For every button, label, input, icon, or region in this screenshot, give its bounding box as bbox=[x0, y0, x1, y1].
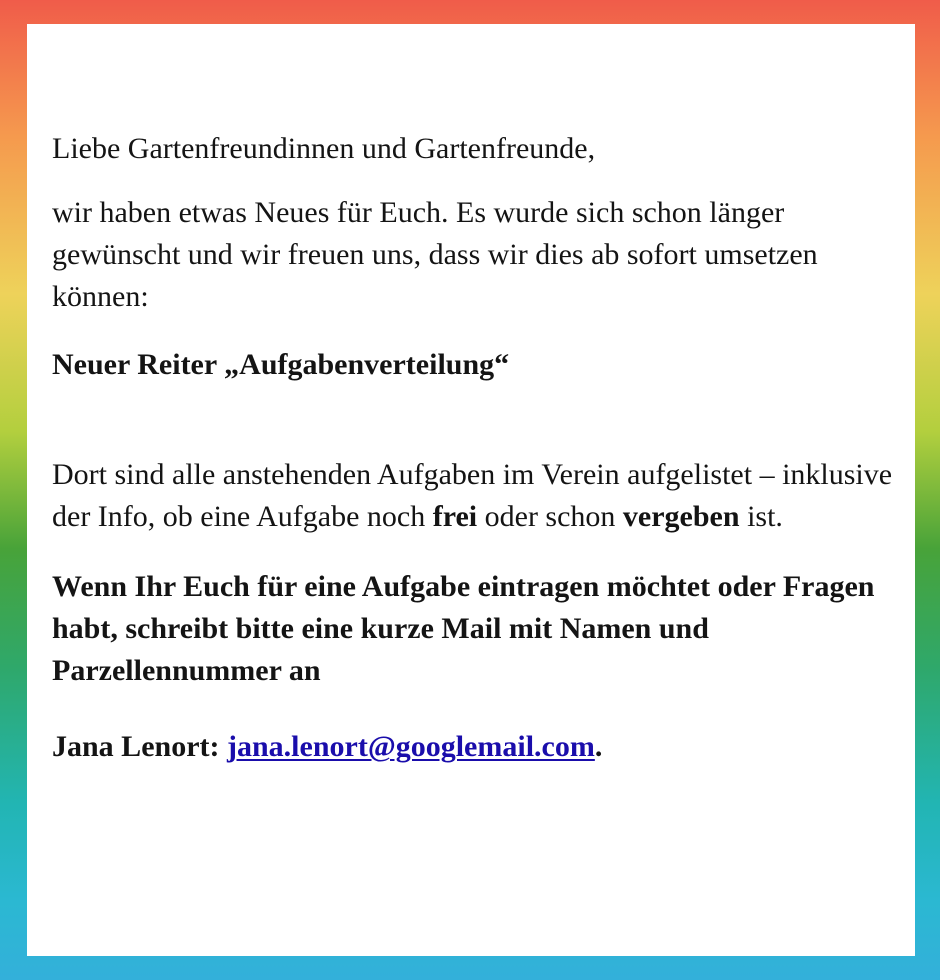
status-free: frei bbox=[432, 500, 478, 533]
info-text-3: ist. bbox=[739, 500, 783, 533]
contact-suffix: . bbox=[594, 730, 603, 763]
info-text-1: Dort sind alle anstehenden Aufgaben im Verein aufgelistet – inklusive der Info, ob eine Aufgabe noch bbox=[52, 458, 893, 533]
contact-line bbox=[52, 726, 902, 768]
contact-email-link[interactable]: jana.lenort@googlemail.com bbox=[227, 730, 595, 763]
info-text-2: oder schon bbox=[477, 500, 623, 533]
call-to-action: Wenn Ihr Euch für eine Aufgabe eintragen möchtet oder Fragen habt, schreibt bitte eine kurze Mail mit Namen und Parzellennummer an bbox=[52, 570, 875, 687]
letter-body bbox=[52, 128, 902, 768]
feature-heading: Neuer Reiter „Aufgabenverteilung“ bbox=[52, 348, 510, 381]
letter-panel bbox=[27, 24, 915, 956]
info-paragraph bbox=[52, 454, 902, 538]
contact-label: Jana Lenort: bbox=[52, 730, 227, 763]
greeting: Liebe Gartenfreundinnen und Gartenfreunde, bbox=[52, 132, 596, 165]
status-assigned: vergeben bbox=[622, 500, 740, 533]
intro-paragraph: wir haben etwas Neues für Euch. Es wurde sich schon länger gewünscht und wir freuen uns, dass wir dies ab sofort umsetzen können: bbox=[52, 196, 818, 313]
